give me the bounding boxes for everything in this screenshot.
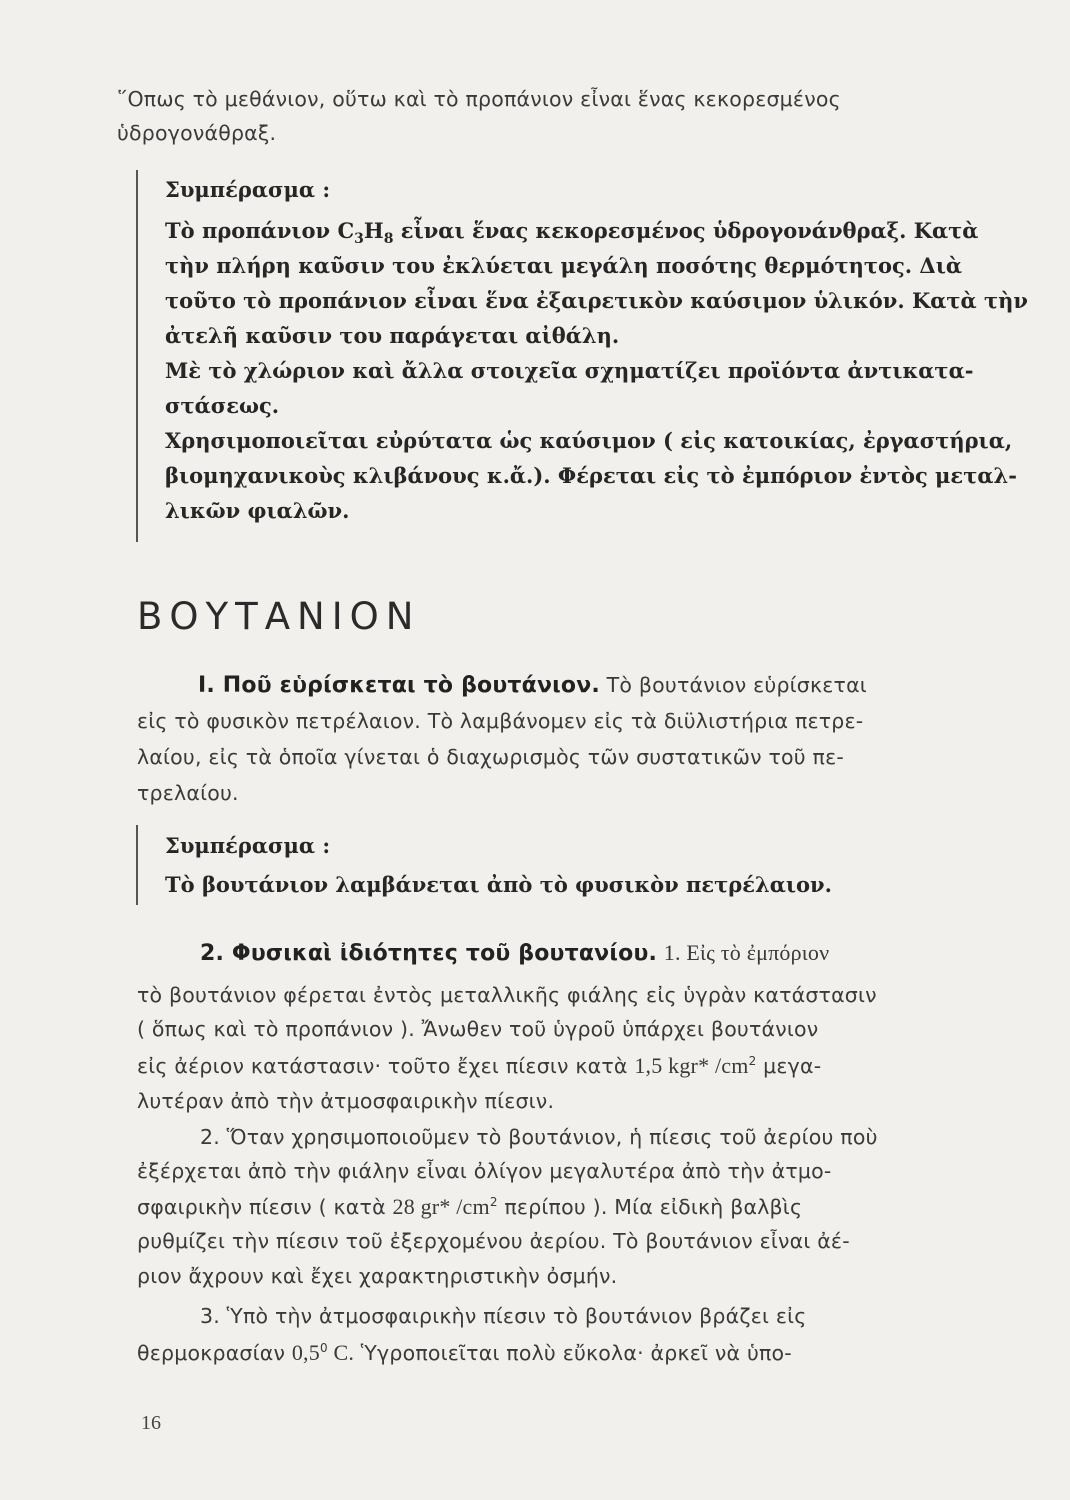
page-number: 16	[141, 1412, 161, 1434]
conclusion-line-7: Χρησιμοποιεῖται εὐρύτατα ὡς καύσιμον ( εἰς κατοικίας, ἐργαστήρια,	[165, 428, 1013, 453]
intro-line-1: ῞Οπως τὸ μεθάνιον, οὕτω καὶ τὸ προπάνιον εἶναι ἕνας κεκορεσμένος	[117, 87, 841, 111]
conclusion-rule	[136, 170, 138, 542]
section2-p2-line-3: σφαιρικὴν πίεσιν ( κατὰ 28 gr* $/cm^2$ περίπου ). Μία εἰδικὴ βαλβὶς	[137, 1194, 803, 1219]
conclusion-line-6: στάσεως.	[165, 393, 280, 418]
conclusion-line-1: Τὸ προπάνιον $C_3H_8$ εἶναι ἕνας κεκορεσμένος ὑδρογονάνθραξ. Κατὰ	[165, 218, 979, 248]
conclusion2-text: Τὸ βουτάνιον λαμβάνεται ἀπὸ τὸ φυσικὸν πετρέλαιον.	[165, 872, 832, 897]
section2-p3-line-1: 3. Ὑπὸ τὴν ἀτμοσφαιρικὴν πίεσιν τὸ βουτάνιον βράζει εἰς	[200, 1304, 807, 1328]
conclusion-line-4: ἀτελῆ καῦσιν του παράγεται αἰθάλη.	[165, 323, 620, 348]
section-heading: ΒΟΥΤΑΝΙΟΝ	[137, 595, 421, 638]
section2-p2-line-2: ἐξέρχεται ἀπὸ τὴν φιάλην εἶναι ὀλίγον μεγαλυτέρα ἀπὸ τὴν ἀτμο-	[137, 1159, 832, 1183]
conclusion-line-3: τοῦτο τὸ προπάνιον εἶναι ἕνα ἐξαιρετικὸν καύσιμον ὑλικόν. Κατὰ τὴν	[165, 288, 1028, 313]
section2-p1-line-3: ( ὅπως καὶ τὸ προπάνιον ). Ἄνωθεν τοῦ ὑγροῦ ὑπάρχει βουτάνιον	[137, 1017, 819, 1041]
section2-line-1: 2. Φυσικαὶ ἰδιότητες τοῦ βουτανίου. 1. Εἰς τὸ ἐμπόριον	[200, 940, 830, 966]
section2-p1-line-5: λυτέραν ἀπὸ τὴν ἀτμοσφαιρικὴν πίεσιν.	[137, 1089, 555, 1113]
section2-p2-line-4: ρυθμίζει τὴν πίεσιν τοῦ ἐξερχομένου ἀερίου. Τὸ βουτάνιον εἶναι ἀέ-	[137, 1229, 850, 1253]
section2-p1-line-2: τὸ βουτάνιον φέρεται ἐντὸς μεταλλικῆς φιάλης εἰς ὑγρὰν κατάστασιν	[137, 983, 877, 1007]
section1-line-1: Ι. Ποῦ εὑρίσκεται τὸ βουτάνιον. Τὸ βουτάνιον εὑρίσκεται	[198, 673, 867, 698]
intro-line-2: ὑδρογονάθραξ.	[117, 121, 277, 145]
section2-title: 2. Φυσικαὶ ἰδιότητες τοῦ βουτανίου.	[200, 941, 658, 966]
conclusion-line-9: λικῶν φιαλῶν.	[165, 498, 350, 523]
section2-p1-line-4: εἰς ἀέριον κατάστασιν· τοῦτο ἔχει πίεσιν κατὰ 1,5 kgr* $/cm^2$ μεγα-	[137, 1053, 822, 1078]
conclusion2-label: Συμπέρασμα :	[165, 833, 331, 858]
conclusion-line-5: Μὲ τὸ χλώριον καὶ ἄλλα στοιχεῖα σχηματίζει προϊόντα ἀντικατα-	[165, 358, 974, 383]
conclusion-label: Συμπέρασμα :	[165, 177, 331, 202]
section1-line-4: τρελαίου.	[137, 781, 239, 805]
conclusion-line-8: βιομηχανικοὺς κλιβάνους κ.ἄ.). Φέρεται εἰς τὸ ἐμπόριον ἐντὸς μεταλ-	[165, 463, 1017, 488]
section2-p3-line-2: θερμοκρασίαν $0,5^0$ C. Ὑγροποιεῖται πολὺ εὔκολα· ἀρκεῖ νὰ ὑπο-	[137, 1340, 792, 1365]
conclusion2-rule	[136, 825, 138, 905]
section1-title: Ι. Ποῦ εὑρίσκεται τὸ βουτάνιον.	[198, 673, 600, 698]
section2-p2-line-5: ριον ἄχρουν καὶ ἔχει χαρακτηριστικὴν ὀσμήν.	[137, 1264, 618, 1288]
section1-line-3: λαίου, εἰς τὰ ὁποῖα γίνεται ὁ διαχωρισμὸς τῶν συστατικῶν τοῦ πε-	[137, 745, 844, 769]
section1-line-2: εἰς τὸ φυσικὸν πετρέλαιον. Τὸ λαμβάνομεν εἰς τὰ διϋλιστήρια πετρε-	[137, 709, 864, 733]
section2-p2-line-1: 2. Ὅταν χρησιμοποιοῦμεν τὸ βουτάνιον, ἡ πίεσις τοῦ ἀερίου ποὺ	[200, 1125, 878, 1149]
conclusion-line-2: τὴν πλήρη καῦσιν του ἐκλύεται μεγάλη ποσότης θερμότητος. Διὰ	[165, 253, 963, 278]
